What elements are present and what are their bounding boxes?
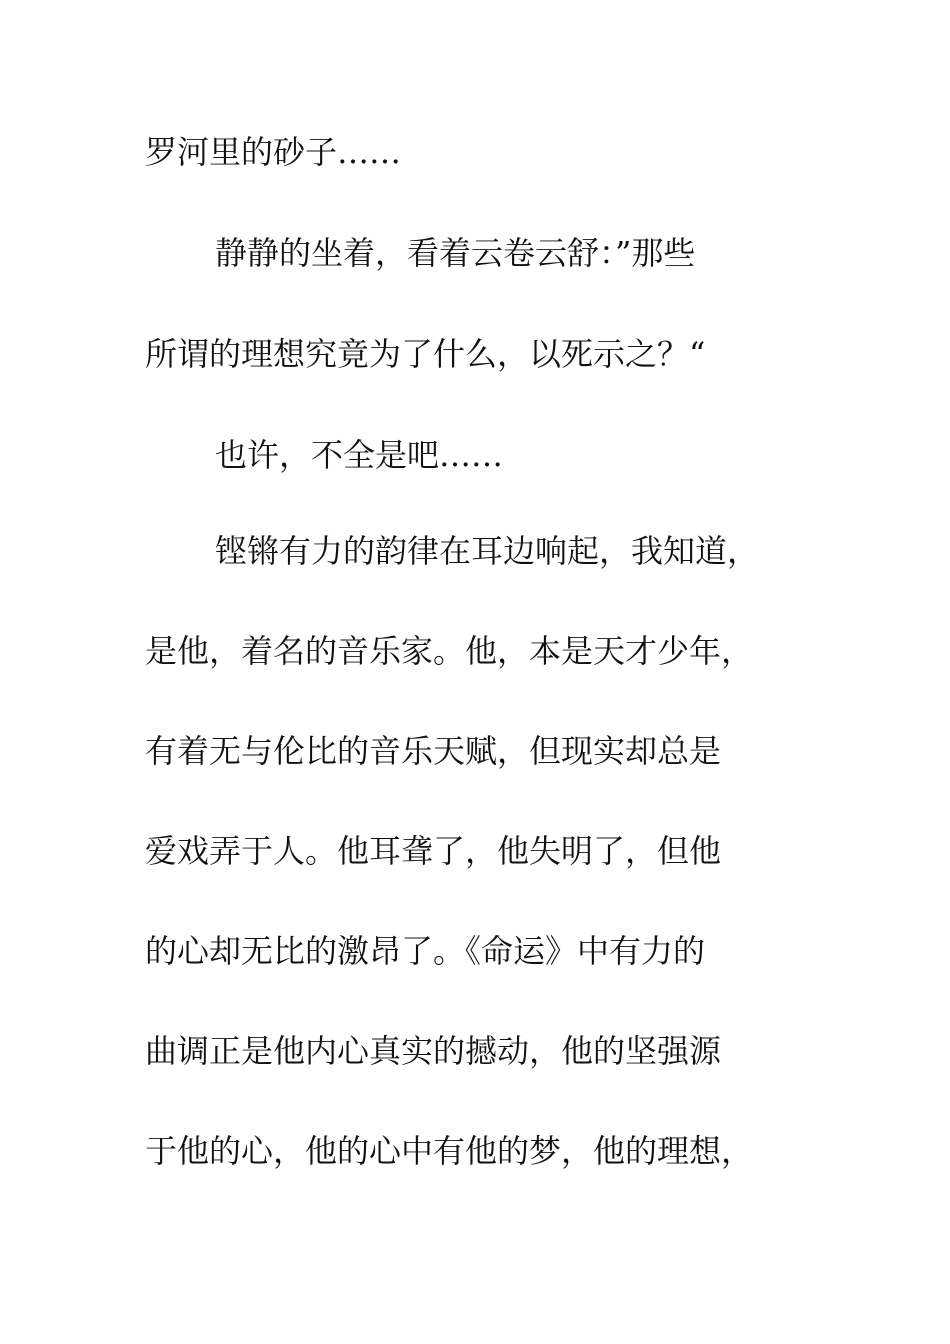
text-line: 罗河里的砂子…… — [145, 133, 402, 171]
text-line: 于他的心，他的心中有他的梦，他的理想， — [145, 1132, 754, 1170]
text-line: 所谓的理想究竟为了什么，以死示之？“ — [145, 335, 706, 373]
text-line: 爱戏弄于人。他耳聋了，他失明了，但他 — [145, 832, 722, 870]
text-line: 的心却无比的激昂了。《命运》中有力的 — [145, 932, 706, 970]
text-line: 曲调正是他内心真实的撼动，他的坚强源 — [145, 1032, 722, 1070]
paragraph-start-line: 铿锵有力的韵律在耳边响起，我知道， — [215, 532, 760, 570]
text-line: 是他，着名的音乐家。他，本是天才少年， — [145, 632, 754, 670]
paragraph-start-line: 也许，不全是吧…… — [215, 436, 504, 474]
text-line: 有着无与伦比的音乐天赋，但现实却总是 — [145, 732, 722, 770]
paragraph-start-line: 静静的坐着，看着云卷云舒：”那些 — [215, 234, 696, 272]
